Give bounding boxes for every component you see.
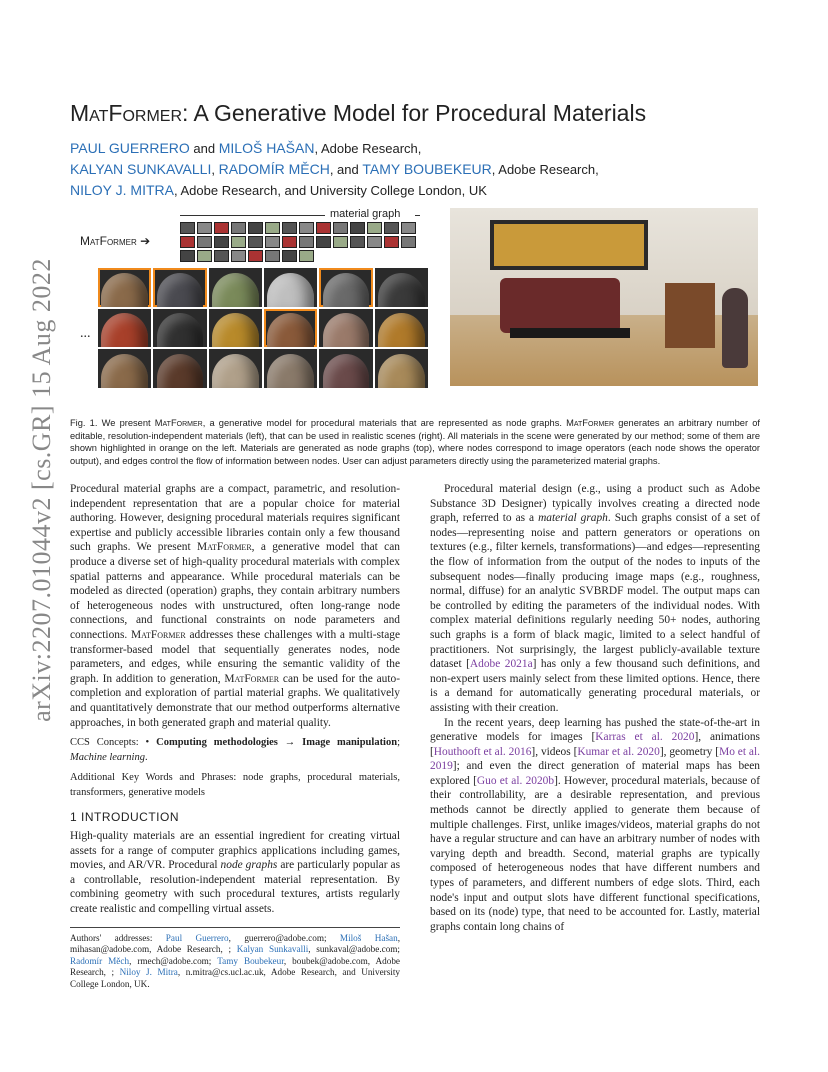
citation-link[interactable]: Guo et al. 2020b (476, 774, 555, 787)
graph-node (214, 250, 229, 262)
material-grid (98, 268, 428, 388)
material-sphere (101, 354, 148, 388)
material-tile (153, 349, 206, 388)
author-affiliation: , and (329, 162, 363, 177)
graph-node (197, 222, 212, 234)
material-graph-nodes (180, 222, 420, 266)
graph-node (350, 222, 365, 234)
material-sphere (378, 354, 425, 388)
author-name: NILOY J. MITRA (70, 182, 174, 198)
material-tile (153, 268, 206, 307)
sofa (500, 278, 620, 333)
citation-link[interactable]: Kumar et al. 2020 (577, 745, 660, 758)
graph-node (282, 250, 297, 262)
graph-bracket-right (415, 215, 420, 216)
paragraph-material-design: Procedural material design (e.g., using a product such as Adobe Substance 3D Designer) typically involves creating a directed node graph, referred to as a material graph. Such graphs consist of a set of nodes—representing noise and pattern generators or operations on textures (e.g., filter kernels, transformations)—and edges—representing the flow of information from the output of the nodes to inputs of the subsequent nodes—finally producing image maps (e.g., roughness, normal, diffuse) for an analytic SVBRDF model. The output maps can be controlled by editing the parameters of the individual nodes. With complex material definitions regularly needing 50+ nodes, authoring such graphs is a form of black magic, limited to a select handful of practitioners. Not surprisingly, the largest publicly-available texture dataset [Adobe 2021a] has only a few thousand such definitions, and non-expert users mainly select from these limited options. Hence, there is a demand for automatically generating procedural materials, or assisting with their creation. (430, 483, 760, 714)
author-name: PAUL GUERRERO (70, 140, 190, 156)
author-link[interactable]: Miloš Hašan (339, 932, 398, 943)
material-tile (264, 309, 317, 348)
graph-node (299, 222, 314, 234)
material-sphere (378, 273, 425, 307)
graph-node (231, 236, 246, 248)
material-sphere (267, 273, 314, 307)
material-tile (375, 349, 428, 388)
author-block (70, 138, 770, 201)
chair (665, 283, 715, 348)
arxiv-id-text: arXiv:2207.01044v2 [cs.GR] 15 Aug 2022 (27, 258, 56, 722)
material-tile (153, 309, 206, 348)
graph-node (282, 222, 297, 234)
graph-node (316, 236, 331, 248)
author-link[interactable]: Tamy Boubekeur (217, 955, 284, 966)
graph-bracket-left (180, 215, 325, 216)
author-line-3 (70, 180, 770, 201)
section-heading-introduction: 1 INTRODUCTION (70, 810, 179, 825)
material-tile (98, 349, 151, 388)
material-sphere (101, 313, 148, 347)
graph-node (248, 236, 263, 248)
material-sphere (157, 313, 204, 347)
material-sphere (323, 313, 370, 347)
material-sphere (157, 354, 204, 388)
material-tile (264, 349, 317, 388)
material-sphere (267, 313, 314, 347)
material-sphere (323, 354, 370, 388)
material-tile (209, 268, 262, 307)
paragraph-deep-learning: In the recent years, deep learning has pushed the state-of-the-art in generative models for images [Karras et al. 2020], animations [Houthooft et al. 2016], videos [Kumar et al. 2020], geometry [Mo et al. 2019]; and even the direct generation of material maps has been explored [Guo et al. 2020b]. However, procedural materials, because of their controllability, are a desirable representation, and previous methods cannot be directly applied to generate them because of multiple challenges. First, unlike images/videos, material graphs do not have a regular structure and can have an arbitrary number of nodes with varying depth and breadth. Second, material graphs are typically composed of heterogeneous nodes that have different numbers and types of parameters, and different numbers of edge slots. Third, each node's input and output slots have different functional specifications, based on its (node) type, that need to be accounted for. Lastly, material graphs contain long chains of (430, 716, 760, 933)
material-sphere (323, 273, 370, 307)
graph-node (265, 250, 280, 262)
citation-link[interactable]: Mo et al. 2019 (430, 745, 760, 773)
graph-node (384, 222, 399, 234)
teaser-figure (80, 208, 760, 388)
graph-node (401, 236, 416, 248)
rendered-scene-image (450, 208, 758, 386)
author-name: TAMY BOUBEKEUR (362, 161, 492, 177)
author-link[interactable]: Kalyan Sunkavalli (236, 944, 309, 955)
wall-painting (490, 220, 648, 270)
material-tile (98, 309, 151, 348)
graph-node (180, 236, 195, 248)
title-rest: : A Generative Model for Procedural Materials (182, 100, 647, 126)
graph-node (333, 236, 348, 248)
material-sphere (212, 273, 259, 307)
author-affiliation: and (189, 141, 219, 156)
graph-node (367, 236, 382, 248)
material-sphere (212, 313, 259, 347)
material-tile (319, 268, 372, 307)
graph-node (265, 222, 280, 234)
material-tile (209, 349, 262, 388)
material-tile (264, 268, 317, 307)
left-column (70, 482, 400, 990)
author-name: MILOŠ HAŠAN (218, 140, 315, 156)
graph-node (197, 236, 212, 248)
ccs-concepts: CCS Concepts: • Computing methodologies → Image manipulation; Machine learning. (70, 737, 400, 763)
citation-link[interactable]: Karras et al. 2020 (595, 731, 695, 744)
citation-link[interactable]: Houthooft et al. 2016 (433, 745, 532, 758)
graph-node (231, 222, 246, 234)
author-line-1 (70, 138, 770, 159)
citation-link[interactable]: Adobe 2021a (469, 658, 533, 671)
material-sphere (101, 273, 148, 307)
material-tile (319, 309, 372, 348)
intro-paragraph: High-quality materials are an essential ingredient for creating virtual assets for a range of computer graphics applications including games, movies, and AR/VR. Procedural node graphs are particularly popular as a controllable, resolution-independent material representation. By combining geometry with such procedural textures, artists regularly create realistic and compelling virtual assets. (70, 830, 401, 916)
material-sphere (212, 354, 259, 388)
author-affiliation: , (211, 162, 219, 177)
graph-node (367, 222, 382, 234)
graph-node (265, 236, 280, 248)
arxiv-identifier (12, 258, 72, 722)
material-tile (319, 349, 372, 388)
graph-node (180, 250, 195, 262)
graph-node (248, 222, 263, 234)
graph-node (401, 222, 416, 234)
graph-node (299, 250, 314, 262)
graph-node (180, 222, 195, 234)
material-tile (375, 309, 428, 348)
graph-node (231, 250, 246, 262)
material-sphere (267, 354, 314, 388)
graph-node (333, 222, 348, 234)
material-tile (375, 268, 428, 307)
keywords: Additional Key Words and Phrases: node graphs, procedural materials, transformers, generative models (70, 772, 400, 798)
graph-node (214, 222, 229, 234)
abstract: Procedural material graphs are a compact, parametric, and resolution-independent representation that are a popular choice for material authoring. However, designing procedural materials requires significant expertise and publicly accessible libraries contain only a few thousand such graphs. We present MatFormer, a generative model that can produce a diverse set of high-quality procedural materials with complex spatial patterns and appearance. While procedural materials can be modeled as directed (operation) graphs, they contain arbitrary numbers of heterogeneous nodes with unstructured, often long-range node connections, and functional constraints on node parameters and connections. MatFormer addresses these challenges with a multi-stage transformer-based model that sequentially generates nodes, node parameters, and edges, while ensuring the semantic validity of the graph. In addition to generation, MatFormer can be used for the auto-completion and exploration of partial material graphs. We qualitatively and quantitatively demonstrate that our method outperforms alternative approaches, in both generated graph and material quality. (70, 483, 401, 729)
graph-node (316, 222, 331, 234)
vase (722, 288, 748, 368)
material-tile (98, 268, 151, 307)
material-sphere (157, 273, 204, 307)
author-affiliation: , Adobe Research, (491, 162, 599, 177)
author-name: RADOMÍR MĚCH (218, 161, 330, 177)
ellipsis-marker: ... (80, 326, 91, 341)
graph-node (248, 250, 263, 262)
material-tile (209, 309, 262, 348)
graph-node (384, 236, 399, 248)
author-name: KALYAN SUNKAVALLI (70, 161, 212, 177)
graph-node (214, 236, 229, 248)
author-affiliation: , Adobe Research, (314, 141, 422, 156)
author-link[interactable]: Niloy J. Mitra (119, 967, 178, 978)
graph-node (299, 236, 314, 248)
graph-node (197, 250, 212, 262)
matformer-label: MatFormer ➔ (80, 234, 151, 248)
author-addresses-footnote: Authors' addresses: Paul Guerrero, guerrero@adobe.com; Miloš Hašan, mihasan@adobe.com, Adobe Research, ; Kalyan Sunkavalli, sunkaval@adobe.com; Radomír Měch, rmech@adobe.com; Tamy Boubekeur, boubek@adobe.com, Adobe Research, ; Niloy J. Mitra, n.mitra@cs.ucl.ac.uk, Adobe Research, and University College London, UK. (70, 927, 400, 991)
coffee-table (510, 328, 630, 338)
graph-node (350, 236, 365, 248)
author-line-2 (70, 159, 770, 180)
title-name: MatFormer (70, 100, 183, 126)
right-column (430, 482, 760, 940)
graph-node (282, 236, 297, 248)
author-link[interactable]: Paul Guerrero (165, 932, 229, 943)
figure-caption: Fig. 1. We present MatFormer, a generative model for procedural materials that are represented as node graphs. MatFormer generates an arbitrary number of editable, resolution-independent materials (left), that can be used in realistic scenes (right). All materials in the scene were generated by our method; some of them are shown highlighted in orange on the left. Materials are generated as node graphs (top), where nodes correspond to image operators (each node shows the operator output), and edges control the flow of information between nodes. User can adjust parameters directly using the parameterized material graphs. (70, 418, 760, 466)
author-affiliation: , Adobe Research, and University College London, UK (173, 183, 487, 198)
author-link[interactable]: Radomír Měch (70, 955, 130, 966)
material-sphere (378, 313, 425, 347)
paper-title (70, 100, 770, 127)
material-graph-label: material graph (330, 208, 401, 220)
